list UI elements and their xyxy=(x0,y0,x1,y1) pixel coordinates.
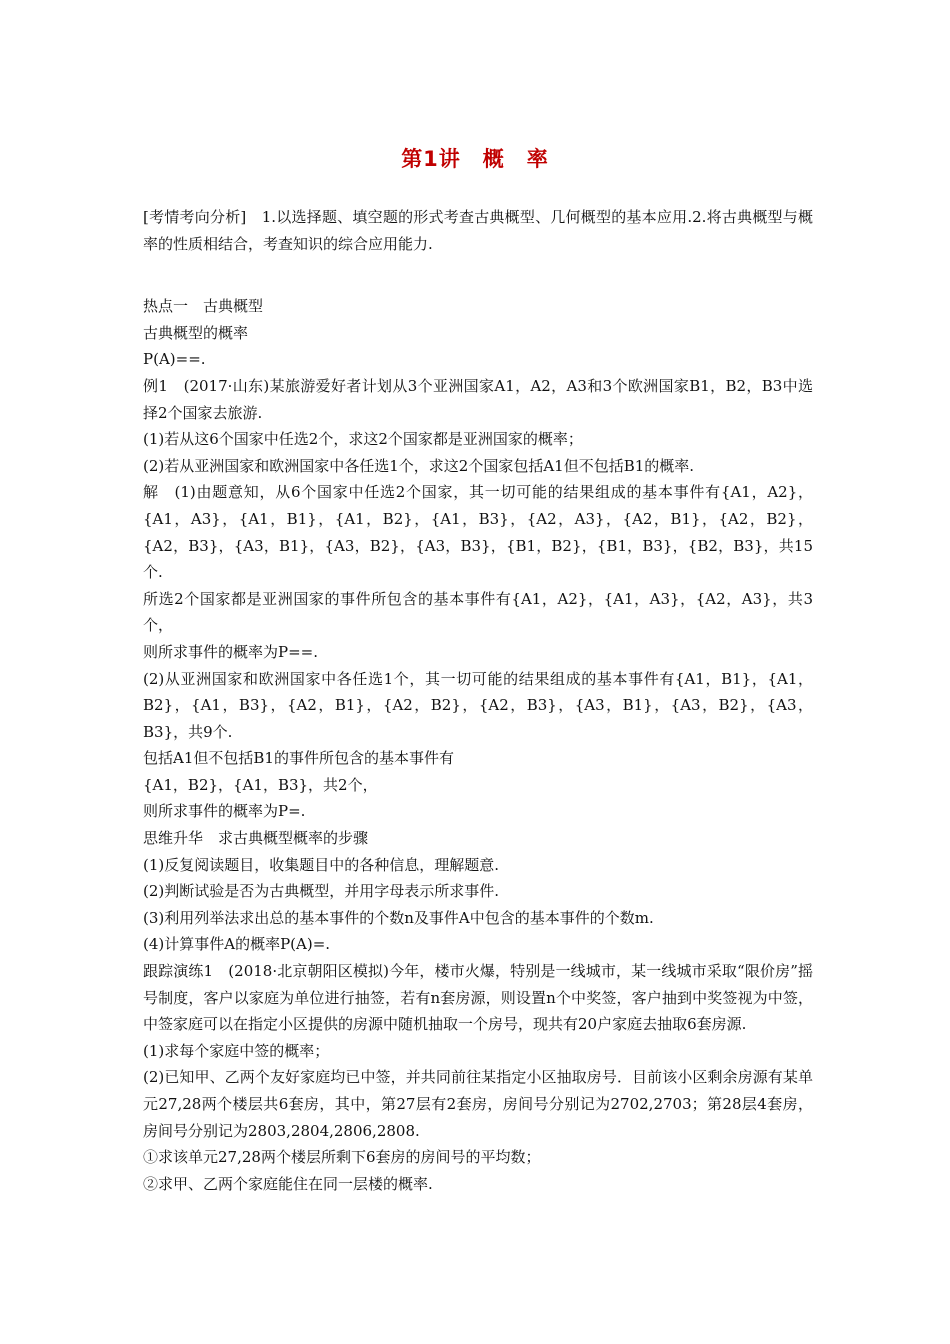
thinking-heading: 思维升华 求古典概型概率的步骤 xyxy=(143,829,369,848)
analysis-intro: [考情考向分析] 1.以选择题、填空题的形式考查古典概型、几何概型的基本应用.2.将古典概型与概率的性质相结合，考查知识的综合应用能力. xyxy=(143,208,813,253)
section-heading: 热点一 古典概型 xyxy=(143,297,264,316)
step-4: (4)计算事件A的概率P(A)=. xyxy=(143,935,331,954)
practice-1-part-2: (2)已知甲、乙两个友好家庭均已中签，并共同前往某指定小区抽取房号．目前该小区剩余房源有某单元27,28两个楼层共6套房，其中，第27层有2套房，房间号分别记为2702,2703；第28层4套房，房间号分别记为2803,2804,2806,2808. xyxy=(143,1068,813,1140)
practice-1-part-1: (1)求每个家庭中签的概率； xyxy=(143,1041,330,1060)
step-3: (3)利用列举法求出总的基本事件的个数n及事件A中包含的基本事件的个数m. xyxy=(143,908,654,927)
solution-asian-events: 所选2个国家都是亚洲国家的事件所包含的基本事件有{A1，A2}，{A1，A3}，{A2，A3}，共3个， xyxy=(143,589,813,635)
subheading: 古典概型的概率 xyxy=(143,323,249,342)
solution-probability-1: 则所求事件的概率为P==. xyxy=(143,642,318,661)
solution-events-list: {A1，B2}，{A1，B3}，共2个， xyxy=(143,775,378,794)
solution-part-2: (2)从亚洲国家和欧洲国家中各任选1个，其一切可能的结果组成的基本事件有{A1，B1}，{A1，B2}，{A1，B3}，{A2，B1}，{A2，B2}，{A2，B3}，{A3，B1}，{A3，B2}，{A3，B3}，共9个. xyxy=(143,669,813,741)
step-1: (1)反复阅读题目，收集题目中的各种信息，理解题意. xyxy=(143,855,500,874)
example-1-part-1: (1)若从这6个国家中任选2个，求这2个国家都是亚洲国家的概率； xyxy=(143,430,583,449)
example-1-part-2: (2)若从亚洲国家和欧洲国家中各任选1个，求这2个国家包括A1但不包括B1的概率. xyxy=(143,456,695,475)
document-body xyxy=(143,204,813,1197)
solution-a1-not-b1: 包括A1但不包括B1的事件所包含的基本事件有 xyxy=(143,749,454,768)
solution-part-1: 解 (1)由题意知，从6个国家中任选2个国家，其一切可能的结果组成的基本事件有{A1，A2}，{A1，A3}，{A1，B1}，{A1，B2}，{A1，B3}，{A2，A3}，{A2，B1}，{A2，B2}，{A2，B3}，{A3，B1}，{A3，B2}，{A3，B3}，{B1，B2}，{B1，B3}，{B2，B3}，共15个. xyxy=(143,483,813,582)
step-2: (2)判断试验是否为古典概型，并用字母表示所求事件. xyxy=(143,882,500,901)
page-title: 第1讲 概 率 xyxy=(401,147,549,171)
solution-probability-2: 则所求事件的概率为P=. xyxy=(143,802,306,821)
practice-1-sub-1: ①求该单元27,28两个楼层所剩下6套房的房间号的平均数； xyxy=(143,1148,541,1167)
practice-1-sub-2: ②求甲、乙两个家庭能住在同一层楼的概率. xyxy=(143,1174,433,1193)
example-1: 例1 (2017·山东)某旅游爱好者计划从3个亚洲国家A1，A2，A3和3个欧洲国家B1，B2，B3中选择2个国家去旅游. xyxy=(143,376,813,422)
formula-line: P(A)==. xyxy=(143,350,206,369)
practice-1: 跟踪演练1 (2018·北京朝阳区模拟)今年，楼市火爆，特别是一线城市，某一线城市采取“限价房”摇号制度，客户以家庭为单位进行抽签，若有n套房源，则设置n个中奖签，客户抽到中奖签视为中签，中签家庭可以在指定小区提供的房源中随机抽取一个房号，现共有20户家庭去抽取6套房源. xyxy=(143,962,813,1034)
